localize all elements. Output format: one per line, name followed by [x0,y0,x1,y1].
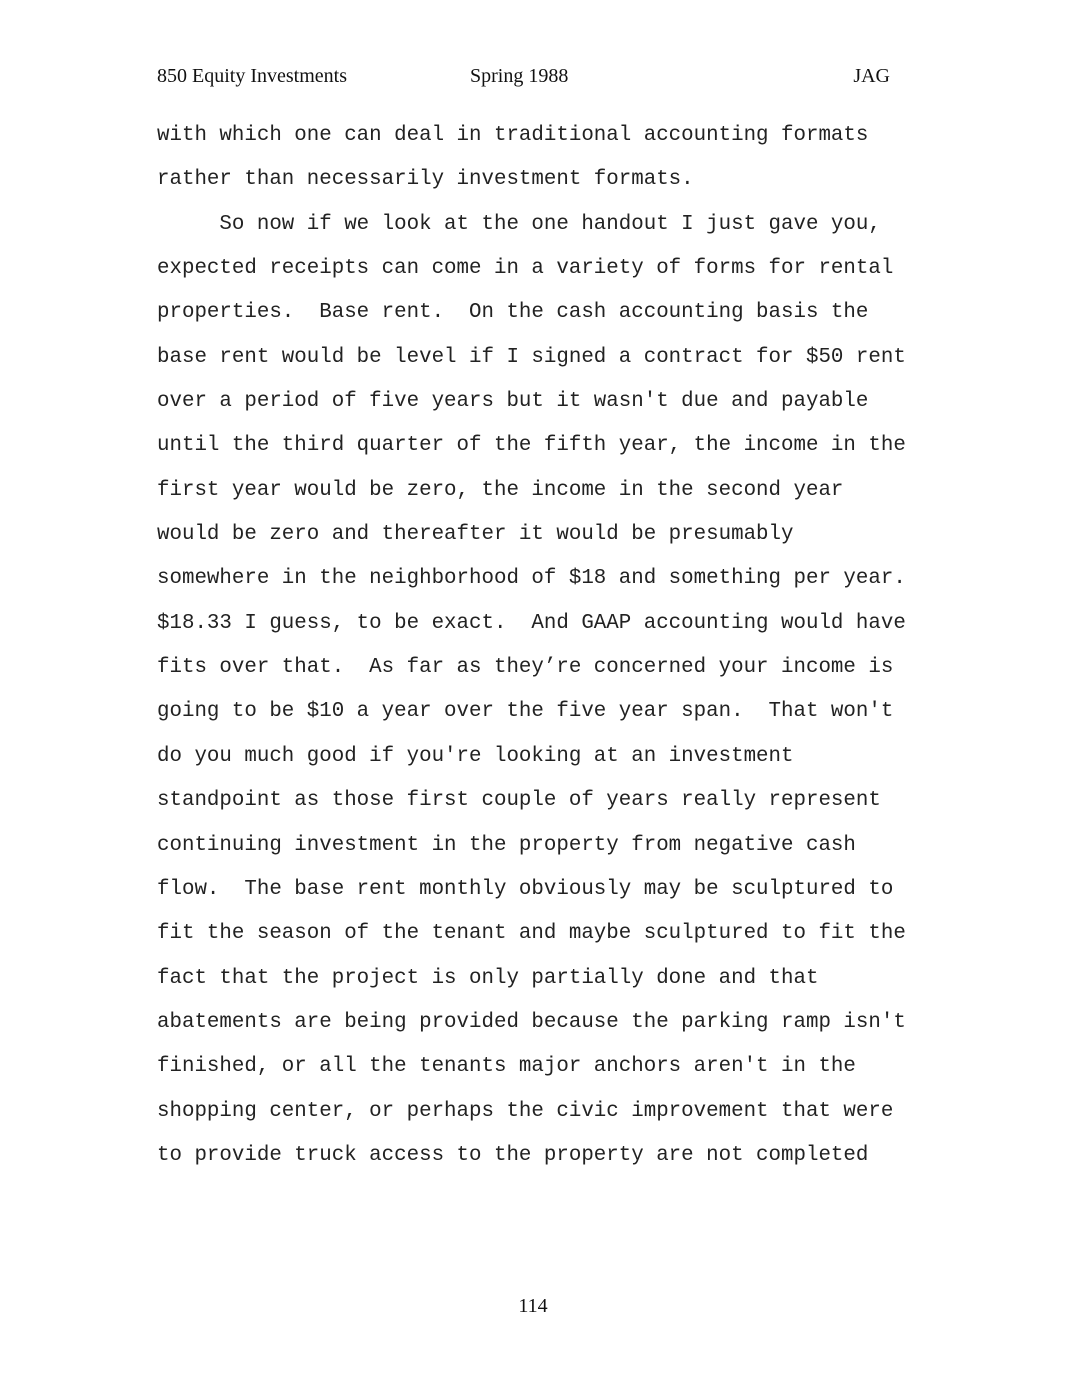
page-header [157,62,890,90]
text-line: with which one can deal in traditional accounting formats [157,124,869,147]
text-line: rather than necessarily investment formats. [157,168,694,192]
text-line: abatements are being provided because the parking ramp isn't [157,1010,906,1034]
text-line: properties. Base rent. On the cash accounting basis the [157,301,869,325]
text-line: So now if we look at the one handout I just gave you, [157,212,881,236]
text-line: continuing investment in the property from negative cash [157,833,856,857]
text-line: standpoint as those first couple of years really represent [157,789,881,813]
page-number: 114 [518,1295,548,1317]
text-line: first year would be zero, the income in the second year [157,478,844,502]
term-label: Spring 1988 [470,65,569,87]
text-line: flow. The base rent monthly obviously may be sculptured to [157,877,894,901]
course-title: 850 Equity Investments [157,65,347,87]
text-line: expected receipts can come in a variety of forms for rental [157,257,894,281]
text-line: base rent would be level if I signed a contract for $50 rent [157,345,906,369]
text-line: until the third quarter of the fifth year, the income in the [157,434,906,458]
text-line: over a period of five years but it wasn't due and payable [157,390,869,414]
text-line: fit the season of the tenant and maybe sculptured to fit the [157,922,906,946]
text-line: going to be $10 a year over the five year span. That won't [157,700,894,724]
text-line: would be zero and thereafter it would be presumably [157,523,794,547]
author-initials: JAG [853,65,890,87]
text-line: shopping center, or perhaps the civic improvement that were [157,1099,894,1123]
text-line: somewhere in the neighborhood of $18 and something per year. [157,567,906,591]
transcript-body [157,114,937,1178]
text-line: finished, or all the tenants major anchors aren't in the [157,1055,856,1079]
text-line: fits over that. As far as they’re concerned your income is [157,656,894,680]
text-line: do you much good if you're looking at an investment [157,744,794,768]
text-line: fact that the project is only partially done and that [157,966,819,990]
text-line: $18.33 I guess, to be exact. And GAAP accounting would have [157,611,906,635]
text-line: to provide truck access to the property are not completed [157,1143,869,1167]
